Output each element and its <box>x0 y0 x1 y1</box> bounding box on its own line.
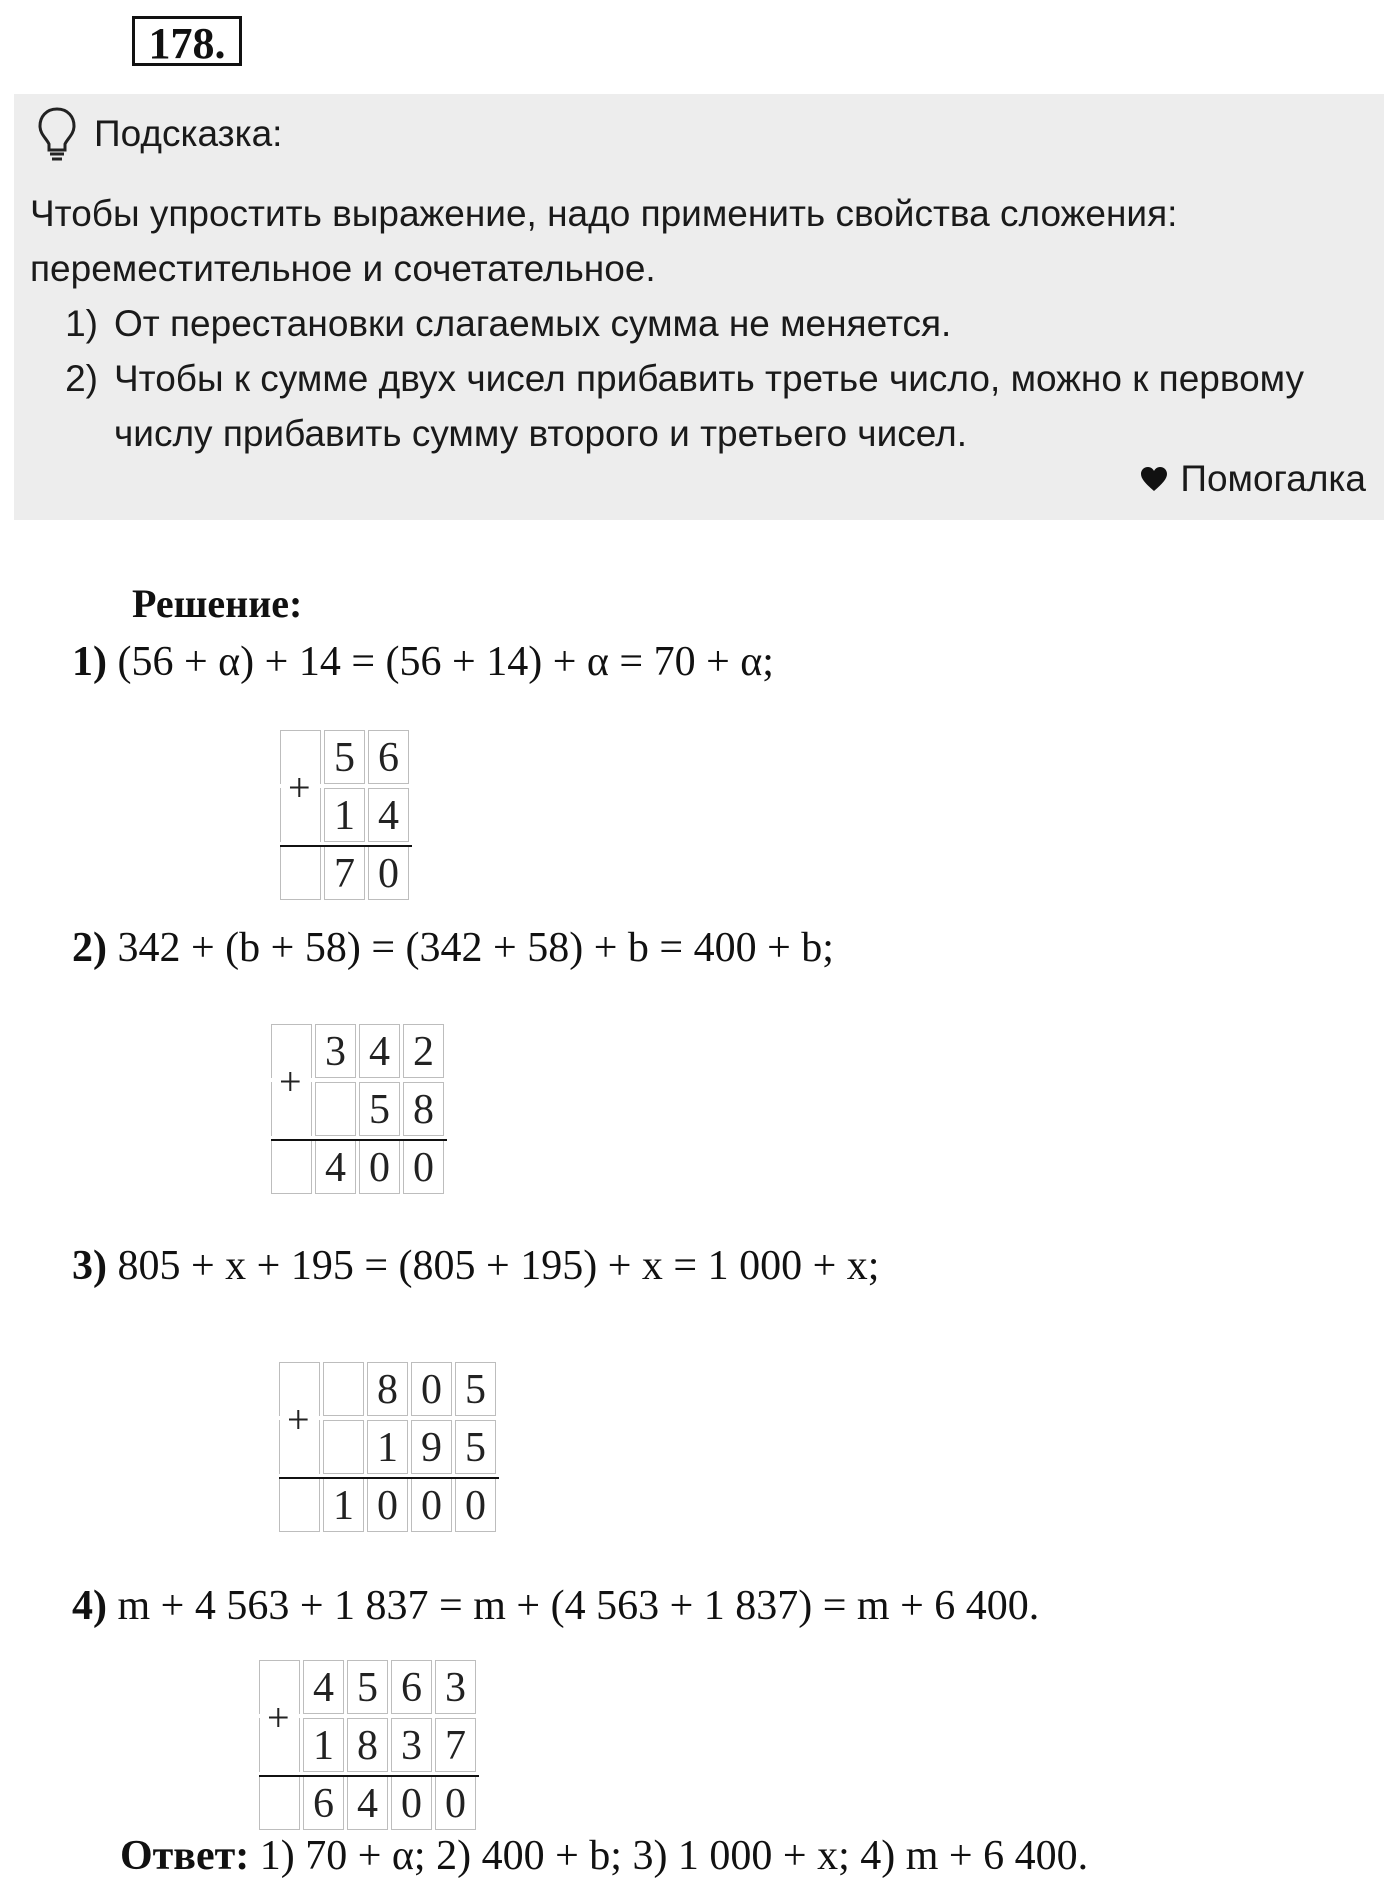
digit-cell: 3 <box>435 1660 476 1714</box>
digit-cell: 1 <box>303 1718 344 1772</box>
equation-3 <box>72 1242 879 1290</box>
digit-cell <box>323 1362 364 1416</box>
digit-cell: 0 <box>368 846 409 900</box>
hint-item-text: От перестановки слагаемых сумма не меняется. <box>114 303 952 344</box>
answer-label: Ответ: <box>120 1833 250 1879</box>
solution-title: Решение: <box>132 581 303 626</box>
credit-label: Помогалка <box>1180 458 1366 499</box>
digit-cell: 0 <box>359 1140 400 1194</box>
equation-2 <box>72 924 834 972</box>
digit-cell: 0 <box>411 1362 452 1416</box>
digit-cell: 8 <box>367 1362 408 1416</box>
hint-item <box>30 296 1370 351</box>
digit-cell: 2 <box>403 1024 444 1078</box>
hint-text <box>30 186 1370 461</box>
digit-cell: 1 <box>324 788 365 842</box>
answer-line <box>120 1832 1088 1880</box>
problem-number: 178. <box>132 16 242 66</box>
hint-box <box>14 94 1384 520</box>
digit-cell: 0 <box>403 1140 444 1194</box>
equation-label: 1) <box>72 639 107 685</box>
equation-4 <box>72 1582 1039 1630</box>
operator-cell <box>259 1776 300 1830</box>
sum-line <box>279 1477 499 1479</box>
hint-credit <box>1140 458 1366 500</box>
digit-cell: 0 <box>455 1478 496 1532</box>
operator-cell <box>280 846 321 900</box>
answer-text: 1) 70 + α; 2) 400 + b; 3) 1 000 + x; 4) m + 6 400. <box>259 1833 1089 1879</box>
digit-cell: 1 <box>323 1478 364 1532</box>
plus-sign: + <box>267 1695 290 1740</box>
digit-cell: 6 <box>391 1660 432 1714</box>
sum-line <box>280 845 412 847</box>
equation-1 <box>72 638 774 686</box>
plus-sign: + <box>279 1059 302 1104</box>
digit-cell <box>323 1420 364 1474</box>
hint-item <box>30 351 1370 461</box>
equation-text: (56 + α) + 14 = (56 + 14) + α = 70 + α; <box>117 639 774 685</box>
digit-cell: 4 <box>347 1776 388 1830</box>
digit-cell: 9 <box>411 1420 452 1474</box>
digit-cell: 5 <box>455 1362 496 1416</box>
digit-cell: 0 <box>435 1776 476 1830</box>
digit-cell: 3 <box>391 1718 432 1772</box>
digit-cell: 7 <box>435 1718 476 1772</box>
lightbulb-icon <box>36 106 78 162</box>
sum-line <box>259 1775 479 1777</box>
hint-intro: Чтобы упростить выражение, надо применить свойства сложения: переместительное и сочетательное. <box>30 193 1178 289</box>
digit-cell: 8 <box>347 1718 388 1772</box>
digit-cell: 5 <box>347 1660 388 1714</box>
digit-cell: 4 <box>359 1024 400 1078</box>
equation-label: 4) <box>72 1583 107 1629</box>
digit-cell: 4 <box>315 1140 356 1194</box>
digit-cell: 5 <box>359 1082 400 1136</box>
sum-line <box>271 1139 447 1141</box>
hint-title: Подсказка: <box>94 113 283 154</box>
digit-cell: 0 <box>411 1478 452 1532</box>
digit-cell: 4 <box>368 788 409 842</box>
digit-cell: 7 <box>324 846 365 900</box>
digit-cell: 0 <box>391 1776 432 1830</box>
digit-cell: 6 <box>368 730 409 784</box>
hint-header <box>36 104 282 164</box>
equation-text: 342 + (b + 58) = (342 + 58) + b = 400 + b; <box>117 925 834 971</box>
hint-item-number: 1) <box>65 303 98 344</box>
hint-item-text: Чтобы к сумме двух чисел прибавить третье число, можно к первому числу прибавить сумму второго и третьего чисел. <box>114 358 1305 454</box>
digit-cell: 6 <box>303 1776 344 1830</box>
digit-cell <box>315 1082 356 1136</box>
heart-icon <box>1140 466 1168 492</box>
operator-cell <box>279 1478 320 1532</box>
equation-text: 805 + x + 195 = (805 + 195) + x = 1 000 + x; <box>117 1243 880 1289</box>
plus-sign: + <box>288 765 311 810</box>
hint-item-number: 2) <box>65 358 98 399</box>
digit-cell: 4 <box>303 1660 344 1714</box>
digit-cell: 8 <box>403 1082 444 1136</box>
plus-sign: + <box>287 1397 310 1442</box>
equation-label: 3) <box>72 1243 107 1289</box>
digit-cell: 0 <box>367 1478 408 1532</box>
operator-cell <box>271 1140 312 1194</box>
digit-cell: 5 <box>455 1420 496 1474</box>
equation-text: m + 4 563 + 1 837 = m + (4 563 + 1 837) = m + 6 400. <box>117 1583 1040 1629</box>
equation-label: 2) <box>72 925 107 971</box>
digit-cell: 3 <box>315 1024 356 1078</box>
digit-cell: 5 <box>324 730 365 784</box>
digit-cell: 1 <box>367 1420 408 1474</box>
